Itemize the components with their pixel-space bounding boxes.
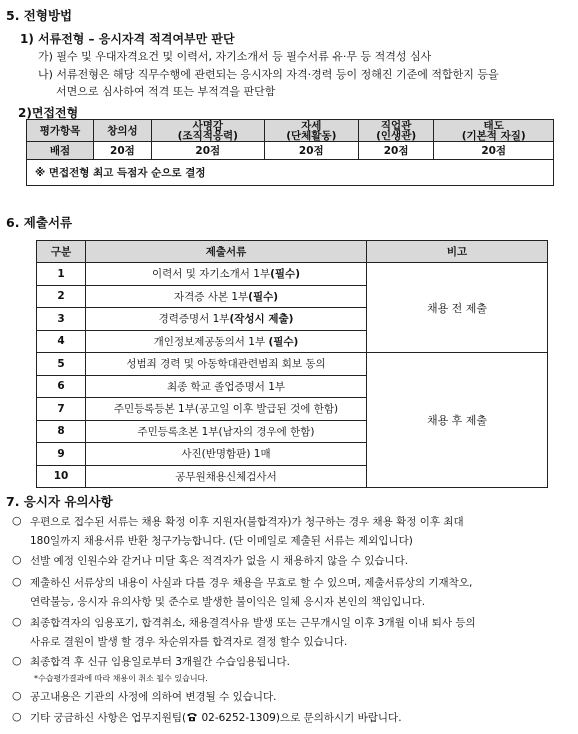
row-num: 6	[37, 375, 86, 398]
bullet-icon: ○	[12, 514, 22, 527]
interview-note: ※ 면접전형 최고 득점자 순으로 결정	[27, 160, 554, 186]
criteria-header: 창의성	[94, 120, 152, 142]
score-cell: 20점	[434, 142, 554, 160]
interview-screening-title: 2)면접전형	[18, 106, 79, 120]
notice-item-7: 기타 궁금하신 사항은 업무지원팀( 02-6252-1309)으로 문의하시기 바랍니다.	[30, 712, 402, 724]
document-item: 성범죄 경력 및 아동학대관련범죄 회보 동의	[86, 353, 367, 376]
document-screening-title: 1) 서류전형 – 응시자격 적격여부만 판단	[20, 32, 235, 46]
score-cell: 20점	[151, 142, 264, 160]
criteria-header: 태도 (기본적 자질)	[434, 120, 554, 142]
document-item: 자격증 사본 1부(필수)	[86, 285, 367, 308]
document-screening-item-a: 가) 필수 및 우대자격요건 및 이력서, 자기소개서 등 필수서류 유·무 등 적격성 심사	[38, 50, 432, 63]
notice-item-2: 선발 예정 인원수와 같거나 미달 혹은 적격자가 없을 시 채용하지 않을 수 있습니다.	[30, 555, 409, 567]
criteria-header: 자세 (단체활동)	[264, 120, 358, 142]
document-screening-item-b-line2: 서면으로 심사하여 적격 또는 부적격을 판단함	[56, 85, 276, 98]
document-item: 최종 학교 졸업증명서 1부	[86, 375, 367, 398]
document-screening-item-b-line1: 나) 서류전형은 해당 직무수행에 관련되는 응시자의 자격·경력 등이 정해진 기준에 적합한지 등을	[38, 68, 499, 81]
notice-item-5-note: *수습평가결과에 따라 채용이 취소 될수 있습니다.	[34, 674, 208, 683]
document-item: 주민등록등본 1부(공고일 이후 발급된 것에 한함)	[86, 398, 367, 421]
bullet-icon: ○	[12, 615, 22, 628]
criteria-header: 사명감 (조직적응력)	[151, 120, 264, 142]
document-item: 사진(반명함판) 1매	[86, 443, 367, 466]
document-item: 경력증명서 1부(작성시 제출)	[86, 308, 367, 331]
notice-item-5: 최종합격 후 신규 임용일로부터 3개월간 수습임용됩니다.	[30, 656, 290, 668]
row-label-criteria: 평가항목	[27, 120, 94, 142]
note-before-hiring: 채용 전 제출	[367, 263, 548, 353]
header-doc: 제출서류	[86, 241, 367, 263]
bullet-icon: ○	[12, 654, 22, 667]
section7-title: 7. 응시자 유의사항	[6, 494, 113, 509]
section6-title: 6. 제출서류	[6, 215, 73, 230]
document-item: 개인정보제공동의서 1부 (필수)	[86, 330, 367, 353]
bullet-icon: ○	[12, 575, 22, 588]
notice-item-6: 공고내용은 기관의 사정에 의하여 변경될 수 있습니다.	[30, 691, 277, 703]
score-cell: 20점	[358, 142, 434, 160]
document-item: 이력서 및 자기소개서 1부(필수)	[86, 263, 367, 286]
row-num: 3	[37, 308, 86, 331]
header-note: 비고	[367, 241, 548, 263]
row-label-score: 배점	[27, 142, 94, 160]
notice-item-1-line1: 우편으로 접수된 서류는 채용 확정 이후 지원자(불합격자)가 청구하는 경우 채용 확정 이후 최대	[30, 516, 464, 528]
criteria-header: 직업관 (인생관)	[358, 120, 434, 142]
row-num: 4	[37, 330, 86, 353]
document-item: 주민등록초본 1부(남자의 경우에 한함)	[86, 420, 367, 443]
phone-icon	[186, 712, 198, 722]
row-num: 2	[37, 285, 86, 308]
note-after-hiring: 채용 후 제출	[367, 353, 548, 488]
score-cell: 20점	[94, 142, 152, 160]
bullet-icon: ○	[12, 553, 22, 566]
score-cell: 20점	[264, 142, 358, 160]
bullet-icon: ○	[12, 689, 22, 702]
document-item: 공무원채용신체검사서	[86, 465, 367, 488]
notice-item-1-line2: 180일까지 채용서류 반환 청구가능합니다. (단 이메일로 제출된 서류는 제외입니다)	[30, 535, 413, 547]
row-num: 10	[37, 465, 86, 488]
row-num: 1	[37, 263, 86, 286]
notice-item-4-line2: 사유로 결원이 발생 할 경우 차순위자를 합격자로 결정 할수 있습니다.	[30, 636, 348, 648]
notice-item-4-line1: 최종합격자의 임용포기, 합격취소, 채용결격사유 발생 또는 근무개시일 이후 3개월 이내 퇴사 등의	[30, 617, 476, 629]
documents-table	[36, 240, 548, 488]
row-num: 5	[37, 353, 86, 376]
bullet-icon: ○	[12, 710, 22, 723]
row-num: 7	[37, 398, 86, 421]
section5-title: 5. 전형방법	[6, 8, 73, 23]
row-num: 9	[37, 443, 86, 466]
row-num: 8	[37, 420, 86, 443]
header-num: 구분	[37, 241, 86, 263]
interview-score-table	[26, 119, 554, 186]
notice-item-3-line2: 연락불능, 응시자 유의사항 및 준수로 발생한 불이익은 일체 응시자 본인의 책임입니다.	[30, 596, 426, 608]
notice-item-3-line1: 제출하신 서류상의 내용이 사실과 다를 경우 채용을 무효로 할 수 있으며, 제출서류상의 기재착오,	[30, 577, 473, 589]
